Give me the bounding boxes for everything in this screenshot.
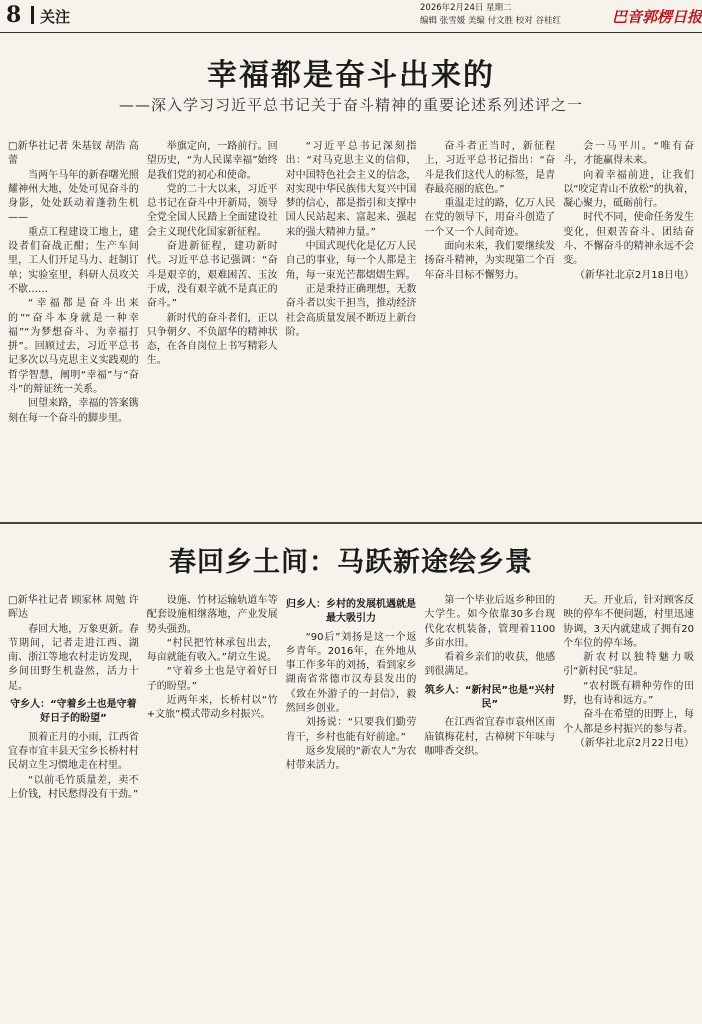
article2-column-3 <box>286 594 417 1018</box>
paragraph: 奋斗者正当时，新征程上，习近平总书记指出：“奋斗是我们这代人的标签，是青春最亮丽的底色。” <box>424 141 556 195</box>
article2-title: 春回乡土间：马跃新途绘乡景 <box>169 547 533 578</box>
paragraph: 天。开业后，针对顾客反映的停车不便问题，村里迅速协调，3天内就建成了拥有20个车位的停车场。 <box>563 595 694 649</box>
paragraph: 重点工程建设工地上，建设者们奋战正酣；生产车间里，工人们开足马力、赶制订单；实验室里，科研人员攻关不歇…… <box>8 226 139 295</box>
article1-source: （新华社北京2月18日电） <box>574 269 694 281</box>
page-number: 8 <box>6 2 22 28</box>
paragraph: 在江西省宜春市袁州区南庙镇梅花村，古樟树下年味与咖啡香交织。 <box>424 717 556 757</box>
subheading: 归乡人：乡村的发展机遇就是最大吸引力 <box>285 599 416 625</box>
paragraph: 返乡发展的“新农人”为农村带来活力。 <box>285 745 417 772</box>
paragraph: 时代不同，使命任务发生变化，但艰苦奋斗、团结奋斗、不懈奋斗的精神永远不会变。 <box>563 212 694 267</box>
newspaper-logo: 巴音郭楞日报 <box>612 8 702 26</box>
paragraph: 顶着正月的小雨，江西省宜春市宜丰县天宝乡长桥村村民胡立生习惯地走在村里。 <box>8 731 139 772</box>
article2-column-4 <box>424 594 555 1018</box>
issue-date: 2026年2月24日 星期二 <box>420 3 512 13</box>
paragraph: “幸福都是奋斗出来的”“奋斗本身就是一种幸福”“为梦想奋斗、为幸福打拼”。回顾过去，习近平总书记多次以马克思主义实践观的哲学智慧，阐明“幸福”与“奋斗”的辩证统一关系。 <box>8 298 139 396</box>
article2-byline: □新华社记者 顾家林 周勉 许晖达 <box>8 595 139 621</box>
paragraph: “习近平总书记深刻指出：“对马克思主义的信仰，对中国特色社会主义的信念，对实现中华民族伟大复兴中国梦的信心，都是指引和支撑中国人民站起来、富起来、强起来的强大精神力量。” <box>285 141 417 238</box>
article1-column-3 <box>286 140 417 520</box>
paragraph: 正是秉持正确理想，无数奋斗者以实干担当，推动经济社会高质量发展不断迈上新台阶。 <box>285 283 417 338</box>
header-rule <box>0 32 702 33</box>
paragraph: 当两午马年的新春曙光照耀神州大地，处处可见奋斗的身影，处处跃动着蓬勃生机—— <box>8 169 139 224</box>
article1-body <box>8 140 694 520</box>
article2-body <box>8 594 694 1018</box>
article1-column-5 <box>563 140 694 520</box>
paragraph: 回望来路，幸福的答案镌刻在每一个奋斗的脚步里。 <box>8 398 139 424</box>
paragraph: 重温走过的路，亿万人民在党的领导下，用奋斗创造了一个又一个人间奇迹。 <box>424 198 556 238</box>
paragraph: “农村既有耕种劳作的田野，也有诗和远方。” <box>563 680 694 707</box>
article-divider <box>0 522 702 524</box>
paragraph: 春回大地，万象更新。春节期间，记者走进江西、湖南、浙江等地农村走访发现，乡间田野生机盎然，活力十足。 <box>8 623 139 692</box>
paragraph: 新时代的奋斗者们，正以只争朝夕、不负韶华的精神状态，在各自岗位上书写精彩人生。 <box>146 312 278 367</box>
paragraph: 向着幸福前进，让我们以“咬定青山不放松”的执着，凝心聚力，砥砺前行。 <box>563 169 694 210</box>
article2-column-5 <box>563 594 694 1018</box>
paragraph: “以前毛竹质量差，卖不上价钱，村民愁得没有干劲。” <box>8 774 139 800</box>
paragraph: 奋进新征程，建功新时代。习近平总书记强调：“奋斗是艰辛的，艰难困苦、玉汝于成，没有艰辛就不是真正的奋斗。” <box>146 241 278 310</box>
paragraph: 党的二十大以来，习近平总书记在奋斗中开新局，领导全党全国人民踏上全面建设社会主义现代化国家新征程。 <box>146 183 278 238</box>
subheading: 守乡人：“守着乡土也是守着好日子的盼望” <box>10 699 137 725</box>
staff-credits: 编辑 张雪媛 美编 付文胜 校对 谷桂红 <box>420 16 562 26</box>
paragraph: “守着乡土也是守着好日子的盼望。” <box>146 666 278 692</box>
paragraph: 近两年来，长桥村以“竹+文旅”模式带动乡村振兴。 <box>146 695 278 721</box>
article1-title: 幸福都是奋斗出来的 <box>207 58 495 93</box>
header-divider <box>31 6 34 24</box>
article1-subtitle: ——深入学习习近平总书记关于奋斗精神的重要论述系列述评之一 <box>118 96 583 114</box>
section-name: 关注 <box>40 8 71 26</box>
page-header <box>0 0 702 34</box>
paragraph: 举旗定向，一路前行。回望历史，“为人民谋幸福”始终是我们党的初心和使命。 <box>146 141 278 181</box>
subheading: 筑乡人：“新村民”也是“兴村民” <box>424 684 555 711</box>
paragraph: 设施、竹材运输轨道车等配套设施相继落地，产业发展势头强劲。 <box>146 595 278 635</box>
paragraph: 刘扬说：“只要我们勤劳肯干，乡村也能有好前途。” <box>285 717 417 743</box>
paragraph: 新农村以独特魅力吸引“新村民”驻足。 <box>563 652 694 678</box>
article1-column-2 <box>147 140 278 520</box>
paragraph: 奋斗在希望的田野上，每个人都是乡村振兴的参与者。 <box>563 709 694 735</box>
article2-source: （新华社北京2月22日电） <box>574 737 694 749</box>
paragraph: 第一个毕业后返乡种田的大学生。如今依靠30多台现代化农机装备，管理着1100多亩水田。 <box>424 595 556 649</box>
article2-column-1 <box>8 594 139 1018</box>
article2-column-2 <box>147 594 278 1018</box>
paragraph: 会一马平川。“唯有奋斗，才能赢得未来。 <box>563 141 694 167</box>
article1-column-1 <box>8 140 139 520</box>
paragraph: 中国式现代化是亿万人民自己的事业，每一个人都是主角，每一束光芒都熠熠生辉。 <box>285 241 417 281</box>
paragraph: 看着乡亲们的收获，他感到很满足。 <box>424 652 556 678</box>
paragraph: 面向未来，我们要继续发扬奋斗精神，为实现第二个百年奋斗目标不懈努力。 <box>424 241 556 281</box>
paragraph: “90后”刘扬是这一个返乡青年。2016年，在外地从事工作多年的刘扬，看到家乡湖南省常德市汉寿县发出的《致在外游子的一封信》，毅然回乡创业。 <box>285 631 417 715</box>
article1-column-4 <box>424 140 555 520</box>
paragraph: “村民把竹林承包出去，每亩就能有收入。”胡立生说。 <box>146 637 278 664</box>
article1-byline: □新华社记者 朱基钗 胡浩 高蕾 <box>8 141 139 167</box>
